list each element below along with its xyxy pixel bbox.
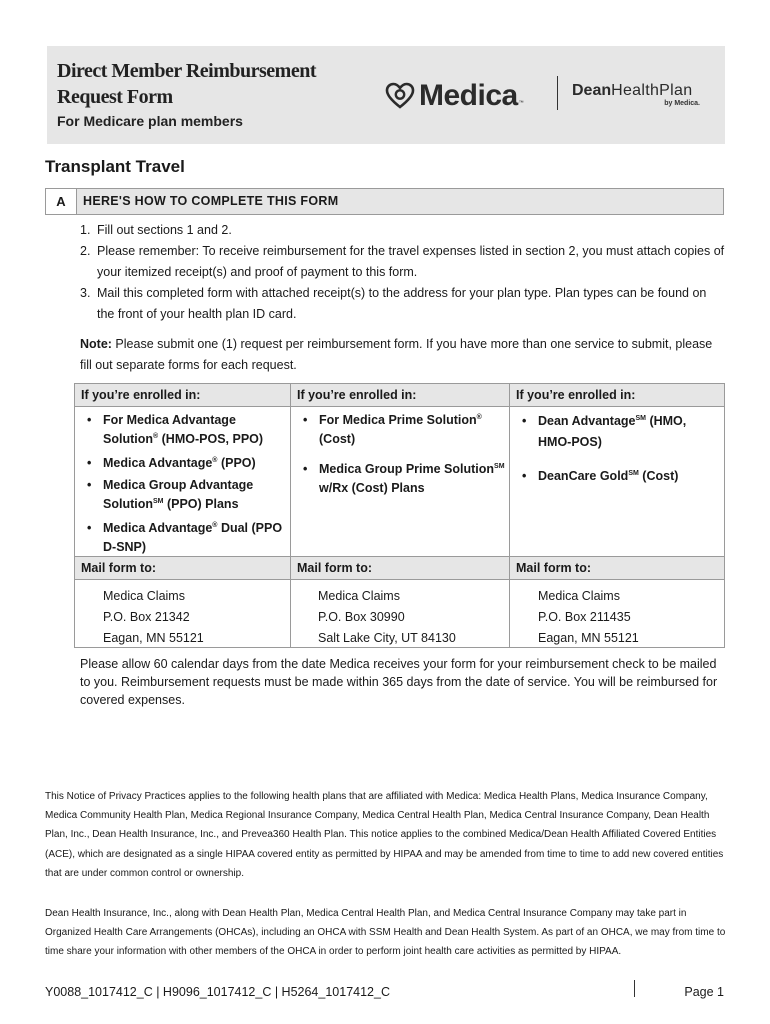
enrollment-column-medica-advantage — [75, 384, 291, 647]
plan-type: w/Rx (Cost) Plans — [319, 481, 425, 495]
plan-item — [87, 411, 286, 449]
plan-name: DeanCare Gold — [538, 469, 629, 483]
plan-name: Dean Advantage — [538, 414, 636, 428]
plan-mark: ® — [212, 521, 218, 529]
plan-item — [87, 454, 286, 473]
address-line: P.O. Box 30990 — [318, 610, 405, 624]
medica-logo — [385, 78, 524, 114]
address-line: P.O. Box 211435 — [538, 610, 631, 624]
step-text: Please remember: To receive reimbursement for the travel expenses listed in section 2, you must attach copies of your itemized receipt(s) and proof of payment to this form. — [97, 244, 725, 279]
plan-item — [522, 467, 720, 486]
plan-mark: ® — [153, 432, 159, 440]
mailing-address — [538, 586, 639, 649]
instruction-step — [80, 283, 725, 325]
column-header: If you’re enrolled in: — [510, 384, 724, 407]
mail-header: Mail form to: — [291, 556, 509, 580]
ohca-notice: Dean Health Insurance, Inc., along with Dean Health Plan, Medica Central Health Plan, and Medica Central Insurance Company may take part in Organized Health Care Arrangements (OHCAs), including an OHCA with SSM Health and Dean Health System. As part of an OHCA, we may from time to time share your information with other members of the OHCA in order to perform joint health care activities as permitted by HIPAA. — [45, 908, 726, 958]
form-subtitle: For Medicare plan members — [57, 113, 243, 129]
address-line: Medica Claims — [538, 589, 620, 603]
plan-type: (HMO-POS, PPO) — [158, 432, 264, 446]
plan-list — [522, 411, 720, 486]
note-text: Please submit one (1) request per reimbursement form. If you have more than one service to submit, please fill out separate forms for each request. — [80, 337, 713, 372]
instruction-step — [80, 220, 725, 241]
plan-item — [87, 476, 286, 514]
address-line: P.O. Box 21342 — [103, 610, 190, 624]
step-number: 3. — [80, 286, 91, 300]
logo-divider — [557, 76, 558, 110]
plan-type: (Cost) — [319, 432, 356, 446]
plan-type: (HMO, HMO-POS) — [538, 414, 687, 449]
address-line: Salt Lake City, UT 84130 — [318, 631, 456, 645]
note-paragraph — [80, 334, 725, 376]
instruction-step — [80, 241, 725, 283]
plan-type: (Cost) — [638, 469, 679, 483]
plan-name: Medica Advantage — [103, 521, 213, 535]
dean-health-plan-logo — [572, 82, 712, 107]
page-number: Page 1 — [684, 985, 724, 999]
plan-list — [303, 411, 505, 498]
section-a-header — [45, 188, 724, 215]
medica-logo-tm: ™ — [518, 100, 524, 106]
plan-mark: SM — [635, 414, 646, 422]
form-header — [47, 46, 725, 144]
step-number: 1. — [80, 223, 91, 237]
privacy-notice: This Notice of Privacy Practices applies to the following health plans that are affiliated with Medica: Medica Health Plans, Medica Insurance Company, Medica Community Health Plan, Medica Regional Insurance Company, Medica Central Health Plan, Medica Central Insurance Company, Dean Health Plan, Inc., Dean Health Insurance, Inc., and Prevea360 Health Plan. This notice applies to the combined Medica/Dean Health Affiliated Covered Entities (ACE), which are designated as a single HIPAA covered entity as permitted by HIPAA and may be amended from time to time to add new covered entities that are under common control or ownership. — [45, 791, 724, 879]
note-label: Note: — [80, 337, 112, 351]
plan-item — [303, 460, 505, 498]
footer-form-codes: Y0088_1017412_C | H9096_1017412_C | H5264_1017412_C — [45, 985, 390, 999]
plan-name: Medica Group Prime Solution — [319, 462, 495, 476]
plan-mark: SM — [494, 462, 505, 470]
section-heading: HERE'S HOW TO COMPLETE THIS FORM — [83, 194, 339, 208]
enrollment-table — [74, 383, 725, 648]
medica-logo-text: Medica — [419, 79, 518, 112]
plan-item — [522, 411, 720, 453]
plan-name: For Medica Advantage Solution — [103, 413, 236, 446]
plan-name: For Medica Prime Solution — [319, 413, 477, 427]
plan-type: (PPO) Plans — [163, 497, 239, 511]
plan-item — [87, 519, 286, 557]
plan-type: (PPO) — [217, 456, 256, 470]
column-header: If you’re enrolled in: — [75, 384, 290, 407]
plan-type: Dual (PPO D-SNP) — [103, 521, 283, 554]
reimbursement-timing-text: Please allow 60 calendar days from the date Medica receives your form for your reimbursement check to be mailed to you. Reimbursement requests must be made within 365 days from the date of service. You will be reimbursed for covered expenses. — [80, 657, 718, 707]
medica-heart-icon — [385, 81, 415, 111]
mail-header: Mail form to: — [75, 556, 290, 580]
mailing-address — [318, 586, 456, 649]
plan-item — [303, 411, 505, 449]
address-line: Medica Claims — [318, 589, 400, 603]
column-header: If you’re enrolled in: — [291, 384, 509, 407]
plan-name: Medica Group Advantage Solution — [103, 478, 254, 511]
step-text: Mail this completed form with attached receipt(s) to the address for your plan type. Plan types can be found on the front of your health plan ID card. — [97, 286, 707, 321]
dean-logo-bold: Dean — [572, 82, 612, 99]
plan-name: Medica Advantage — [103, 456, 213, 470]
section-letter: A — [46, 189, 77, 214]
enrollment-column-dean — [510, 384, 724, 647]
step-number: 2. — [80, 244, 91, 258]
address-line: Eagan, MN 55121 — [538, 631, 639, 645]
plan-mark: ® — [476, 413, 482, 421]
enrollment-column-medica-prime — [291, 384, 510, 647]
dean-logo-light: HealthPlan — [611, 82, 693, 99]
plan-mark: SM — [153, 497, 164, 505]
mail-header: Mail form to: — [510, 556, 724, 580]
dean-logo-sub: by Medica. — [664, 100, 700, 107]
footer-divider — [634, 980, 635, 997]
address-line: Eagan, MN 55121 — [103, 631, 204, 645]
plan-mark: SM — [628, 469, 639, 477]
plan-mark: ® — [212, 456, 218, 464]
step-text: Fill out sections 1 and 2. — [97, 223, 232, 237]
plan-list — [87, 411, 286, 557]
mailing-address — [103, 586, 204, 649]
form-title: Direct Member Reimbursement Request Form — [57, 60, 316, 108]
instructions-list — [80, 220, 725, 325]
section-title: Transplant Travel — [45, 157, 185, 176]
address-line: Medica Claims — [103, 589, 185, 603]
